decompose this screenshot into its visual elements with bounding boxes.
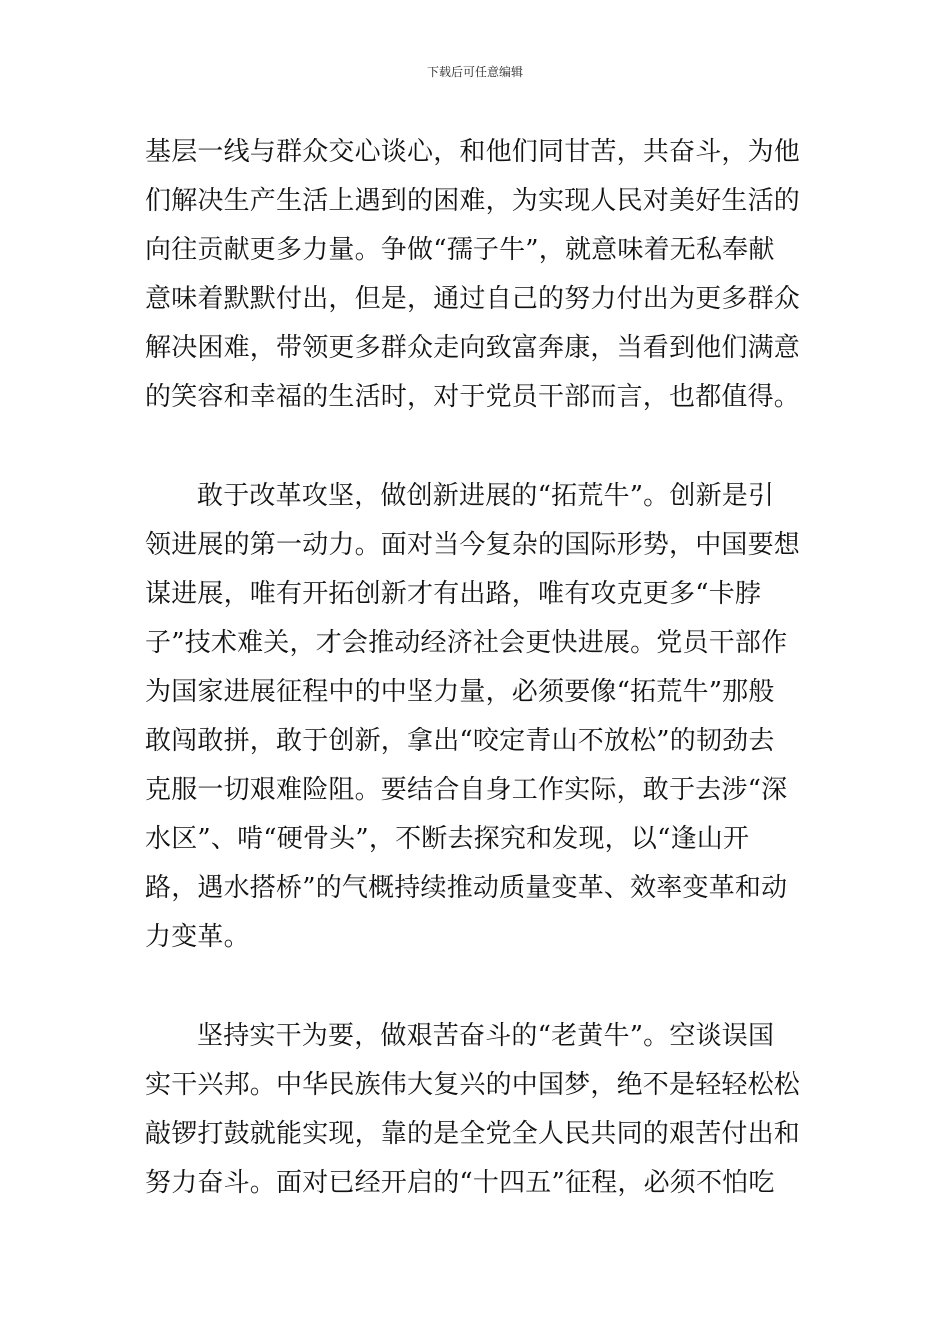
text-line: 力变革。: [145, 922, 250, 952]
text-line: 敢于改革攻坚，做创新进展的“拓荒牛”。创新是引: [197, 481, 775, 511]
text-line: 实干兴邦。中华民族伟大复兴的中国梦，绝不是轻轻松松: [145, 1070, 801, 1100]
text-line: 基层一线与群众交心谈心，和他们同甘苦，共奋斗，为他: [145, 137, 801, 167]
text-line: 为国家进展征程中的中坚力量，必须要像“拓荒牛”那般: [145, 677, 775, 707]
text-line: 解决困难，带领更多群众走向致富奔康，当看到他们满意: [145, 333, 801, 363]
text-line: 的笑容和幸福的生活时，对于党员干部而言，也都值得。: [145, 382, 801, 412]
text-line: 努力奋斗。面对已经开启的“十四五”征程，必须不怕吃: [145, 1168, 775, 1198]
text-line: 路，遇水搭桥”的气概持续推动质量变革、效率变革和动: [145, 873, 788, 903]
text-line: 水区”、啃“硬骨头”，不断去探究和发现，以“逢山开: [145, 824, 750, 854]
text-line: 领进展的第一动力。面对当今复杂的国际形势，中国要想: [145, 530, 801, 560]
text-line: 坚持实干为要，做艰苦奋斗的“老黄牛”。空谈误国: [197, 1021, 775, 1051]
text-line: 敲锣打鼓就能实现，靠的是全党全人民共同的艰苦付出和: [145, 1119, 801, 1149]
text-line: 克服一切艰难险阻。要结合自身工作实际，敢于去涉“深: [145, 775, 788, 805]
text-line: 们解决生产生活上遇到的困难，为实现人民对美好生活的: [145, 186, 801, 216]
text-line: 子”技术难关，才会推动经济社会更快进展。党员干部作: [145, 628, 788, 658]
header-note: 下载后可任意编辑: [426, 65, 523, 79]
text-line: 敢闯敢拼，敢于创新，拿出“咬定青山不放松”的韧劲去: [145, 726, 775, 756]
text-line: 意味着默默付出，但是，通过自己的努力付出为更多群众: [145, 284, 801, 314]
text-line: 向往贡献更多力量。争做“孺子牛”，就意味着无私奉献: [145, 235, 775, 265]
text-line: 谋进展，唯有开拓创新才有出路，唯有攻克更多“卡脖: [145, 579, 762, 609]
